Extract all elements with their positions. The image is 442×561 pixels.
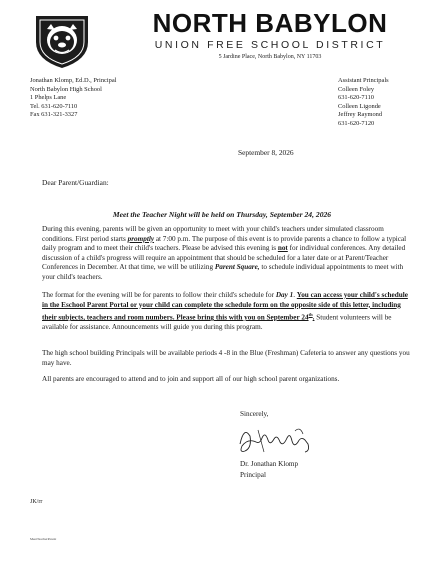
ap-phone: 631-620-7110 xyxy=(338,94,374,102)
school-phone: Tel. 631-620-7110 xyxy=(30,102,78,110)
district-logo xyxy=(30,12,94,70)
emphasis-day-1: Day 1 xyxy=(275,291,294,299)
emphasis-parent-square: Parent Square, xyxy=(214,263,260,271)
school-fax: Fax 631-321-3327 xyxy=(30,111,78,119)
paragraph-intro: During this evening, parents will be given an opportunity to meet with your child's teachers under simulated classroom conditions. First period starts promptly at 7:00 p.m. The purpose of this event is to provide parents a chance to follow a typical daily program and to meet their child's teachers. Please be advised this evening is not for individual conferences. Any detailed discussion of a child's progress will require an appointment that should be scheduled for a later date or at Parent/Teacher Conferences in December. At that time, we will be utilizing Parent Square, to schedule individual appointments to meet with your child's teachers. xyxy=(42,225,407,281)
ap-name: Colleen Ligonde xyxy=(338,102,381,110)
bulldog-shield-icon xyxy=(30,12,94,70)
district-subtitle: UNION FREE SCHOOL DISTRICT xyxy=(154,39,386,51)
principal-name: Jonathan Klomp, Ed.D., Principal xyxy=(30,77,117,84)
typist-initials: JK/rr xyxy=(30,499,43,505)
principal-contact-block xyxy=(30,77,116,120)
school-street: 1 Phelps Lane xyxy=(30,94,67,102)
emphasis-not: not xyxy=(277,244,288,252)
signer-title: Principal xyxy=(240,471,266,479)
emphasis-promptly: promptly xyxy=(127,234,155,243)
assistant-principals-block xyxy=(338,77,389,129)
signer-name: Dr. Jonathan Klomp xyxy=(240,460,299,468)
salutation: Dear Parent/Guardian: xyxy=(42,178,109,187)
closing: Sincerely, xyxy=(240,410,269,418)
district-address: 5 Jardine Place, North Babylon, NY 11703 xyxy=(218,54,322,60)
event-headline: Meet the Teacher Night will be held on Thursday, September 24, 2026 xyxy=(112,210,332,219)
ap-heading: Assistant Principals xyxy=(338,77,389,84)
letter-date: September 8, 2026 xyxy=(238,148,294,157)
paragraph-principals: The high school building Principals will be available periods 4 -8 in the Blue (Freshman) Cafeteria to answer any questions you may have. xyxy=(42,349,410,367)
ap-phone: 631-620-7120 xyxy=(338,119,375,127)
paragraph-format: The format for the evening will be for parents to follow their child's schedule for Day 1. You can access your child's schedule in the Eschool Parent Portal or your child can complete the schedule form on the opposite side of this letter, including their subjects, teachers and room numbers. Please bring this with you on September 24th. Student volunteers will be available for assistance. Announcements will guide you during this program. xyxy=(42,291,408,331)
district-name: NORTH BABYLON xyxy=(152,8,388,38)
school-name: North Babylon High School xyxy=(30,85,102,93)
document-code: MeetTeacherParent xyxy=(30,537,57,541)
signature-image xyxy=(234,422,320,458)
schedule-instructions: You can access your child's schedule in the Eschool Parent Portal or your child can complete the schedule form on the opposite side of this letter, including their subjects, teachers and room numbers. Please bring this with you on September 24 xyxy=(42,291,408,322)
ap-name: Colleen Foley xyxy=(338,85,375,93)
paragraph-encouragement: All parents are encouraged to attend and to join and support all of our high school parent organizations. xyxy=(42,375,340,383)
ap-name: Jeffrey Raymond xyxy=(338,111,383,119)
